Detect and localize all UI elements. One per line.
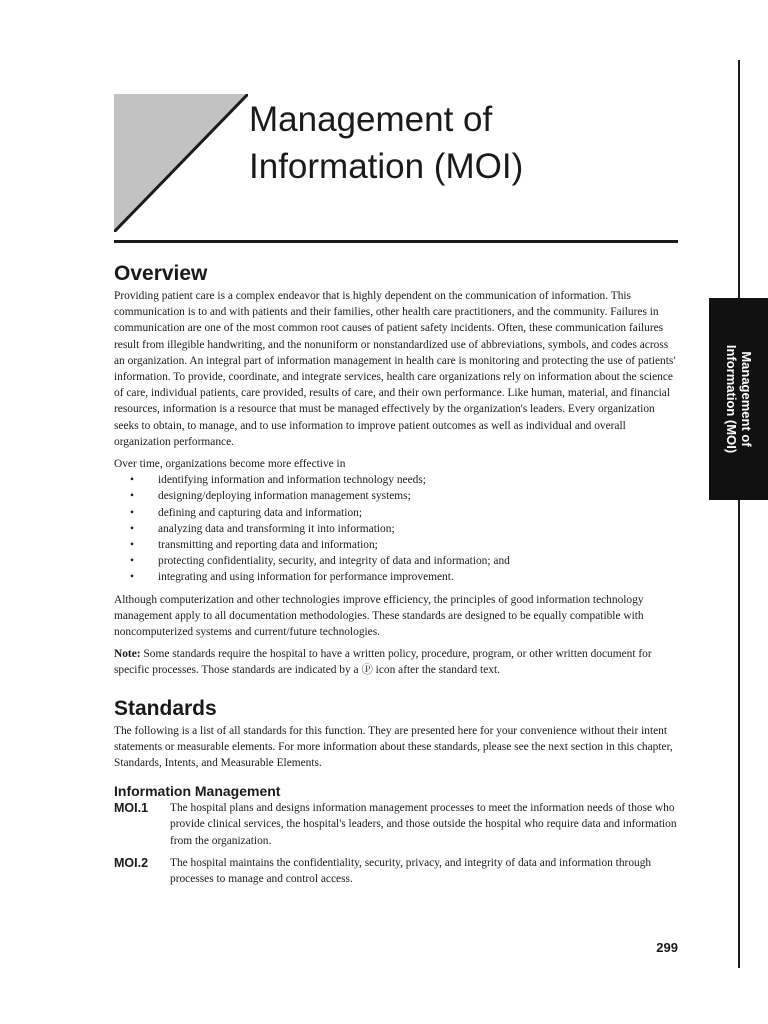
chapter-title-line1: Management of bbox=[249, 100, 493, 139]
bullet-glyph: • bbox=[130, 555, 134, 568]
note-paragraph bbox=[114, 646, 680, 678]
list-item-text: transmitting and reporting data and information; bbox=[158, 539, 378, 552]
standard-text: The hospital maintains the confidentiality, security, privacy, and integrity of data and information through processes to manage and control access. bbox=[170, 856, 652, 886]
note-label: Note: bbox=[114, 648, 141, 661]
chapter-triangle-graphic bbox=[114, 94, 248, 232]
standard-code: MOI.1 bbox=[114, 801, 149, 816]
standard-text: The hospital plans and designs information management processes to meet the information needs of those who provide clinical services, the hospital's leaders, and those outside the hospital who require data and information from the organization. bbox=[170, 802, 677, 847]
standard-item bbox=[114, 855, 680, 887]
list-item bbox=[130, 553, 680, 569]
side-tab-line2: Information (MOI) bbox=[723, 344, 739, 454]
list-item-text: analyzing data and transforming it into information; bbox=[158, 522, 395, 535]
chapter-side-tab bbox=[709, 298, 768, 500]
standard-item bbox=[114, 800, 680, 849]
chapter-title-line2: Information (MOI) bbox=[249, 147, 524, 186]
information-management-subheading: Information Management bbox=[114, 783, 281, 800]
list-item-text: defining and capturing data and information; bbox=[158, 506, 363, 519]
side-tab-line1: Management of bbox=[738, 351, 754, 447]
bullet-glyph: • bbox=[130, 571, 134, 584]
bullet-glyph: • bbox=[130, 490, 134, 503]
standards-heading: Standards bbox=[114, 696, 217, 720]
list-item bbox=[130, 537, 680, 553]
list-intro: Over time, organizations become more effective in bbox=[114, 458, 346, 471]
technology-paragraph: Although computerization and other technologies improve efficiency, the principles of good information technology management apply to all documentation methodologies. These standards are designed to be equally compatible with noncomputerized systems and current/future technologies. bbox=[114, 593, 644, 639]
standards-intro: The following is a list of all standards for this function. They are presented here for your convenience without their intent statements or measurable elements. For more information about these standards, please see the next section in this chapter, Standards, Intents, and Measurable Elements. bbox=[114, 724, 673, 770]
standard-code: MOI.2 bbox=[114, 855, 149, 870]
list-item bbox=[130, 569, 680, 585]
list-item-text: integrating and using information for performance improvement. bbox=[158, 571, 454, 584]
effectiveness-list bbox=[114, 472, 680, 585]
list-item-text: identifying information and information technology needs; bbox=[158, 474, 426, 487]
chapter-content bbox=[114, 260, 680, 893]
list-item-text: designing/deploying information management systems; bbox=[158, 490, 411, 503]
list-item bbox=[130, 505, 680, 521]
list-item bbox=[130, 472, 680, 488]
side-tab-label bbox=[724, 299, 754, 499]
bullet-glyph: • bbox=[130, 539, 134, 552]
page-number: 299 bbox=[656, 940, 678, 955]
chapter-title bbox=[249, 96, 523, 190]
page-edge-rule bbox=[738, 60, 740, 968]
overview-heading: Overview bbox=[114, 262, 208, 285]
list-item bbox=[130, 521, 680, 537]
bullet-glyph: • bbox=[130, 474, 134, 487]
note-text: Some standards require the hospital to have a written policy, procedure, program, or other written document for specific processes. Those standards are indicated by a Ⓟ icon after the standard text. bbox=[114, 648, 652, 677]
bullet-glyph: • bbox=[130, 506, 134, 519]
title-rule bbox=[114, 240, 678, 243]
overview-paragraph: Providing patient care is a complex endeavor that is highly dependent on the communication of information. This communication is to and with patients and their families, other health care practitioners, and the community. Failures in communication are one of the most common root causes of patient safety incidents. Often, these communication failures result from illegible handwriting, and the nonuniform or nonstandardized use of abbreviations, symbols, and codes across an organization. An integral part of information management in health care is monitoring and protecting the use of patients' information. To provide, coordinate, and integrate services, health care organizations rely on information about the science of care, individual patients, care provided, results of care, and their own performance. Like human, material, and financial resources, information is a resource that must be managed effectively by the organization's leaders. Every organization seeks to obtain, to manage, and to use information to improve patient outcomes as well as individual and overall organization performance. bbox=[114, 290, 676, 448]
list-item-text: protecting confidentiality, security, and integrity of data and information; and bbox=[158, 555, 510, 568]
list-item bbox=[130, 488, 680, 504]
bullet-glyph: • bbox=[130, 522, 134, 535]
